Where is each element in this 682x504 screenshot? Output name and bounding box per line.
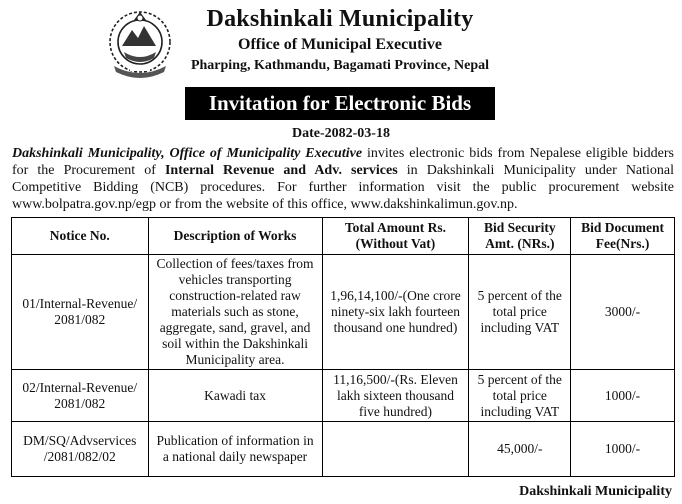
notice-title-banner: Invitation for Electronic Bids bbox=[185, 87, 495, 120]
col-total-amount: Total Amount Rs. (Without Vat) bbox=[322, 218, 469, 255]
col-bid-security: Bid Security Amt. (NRs.) bbox=[469, 218, 571, 255]
cell-amount bbox=[322, 422, 469, 477]
cell-notice: 02/Internal-Revenue/ 2081/082 bbox=[12, 370, 149, 422]
cell-amount: 1,96,14,100/-(One crore ninety-six lakh fourteen thousand one hundred) bbox=[322, 255, 469, 370]
cell-notice: 01/Internal-Revenue/ 2081/082 bbox=[12, 255, 149, 370]
organization-name: Dakshinkali Municipality bbox=[206, 6, 474, 32]
col-notice-no: Notice No. bbox=[12, 218, 149, 255]
cell-notice: DM/SQ/Advservices /2081/082/02 bbox=[12, 422, 149, 477]
nepal-emblem-icon bbox=[100, 6, 180, 84]
intro-text-2: in Dakshinkali Municipality under National Competitive Bidding (NCB) procedures. For further information visit the public procurement website www.bolpatra.gov.np/egp or from the website of this office, www.dakshinkalimun.gov.np. bbox=[12, 163, 675, 212]
cell-description: Kawadi tax bbox=[148, 370, 322, 422]
table-header-row bbox=[12, 218, 675, 255]
col-document-fee: Bid Document Fee(Nrs.) bbox=[571, 218, 675, 255]
cell-description: Collection of fees/taxes from vehicles transporting construction-related raw materials such as stone, aggregate, sand, gravel, and soil within the Dakshinkali Municipality area. bbox=[148, 255, 322, 370]
cell-security: 45,000/- bbox=[469, 422, 571, 477]
bids-table bbox=[11, 217, 675, 477]
cell-fee: 1000/- bbox=[571, 422, 675, 477]
cell-description: Publication of information in a national daily newspaper bbox=[148, 422, 322, 477]
table-row bbox=[12, 255, 675, 370]
table-row bbox=[12, 370, 675, 422]
notice-date: Date-2082-03-18 bbox=[292, 126, 390, 141]
cell-fee: 3000/- bbox=[571, 255, 675, 370]
cell-security: 5 percent of the total price including VAT bbox=[469, 255, 571, 370]
table-row bbox=[12, 422, 675, 477]
cell-fee: 1000/- bbox=[571, 370, 675, 422]
intro-text-1: invites electronic bids from Nepalese eligible bidders for the Procurement of bbox=[12, 146, 674, 178]
office-address: Pharping, Kathmandu, Bagamati Province, Nepal bbox=[190, 58, 490, 73]
intro-lead: Dakshinkali Municipality, Office of Municipality Executive bbox=[12, 146, 363, 161]
col-description: Description of Works bbox=[148, 218, 322, 255]
footer-signature: Dakshinkali Municipality bbox=[519, 484, 672, 499]
office-name: Office of Municipal Executive bbox=[238, 36, 442, 53]
cell-security: 5 percent of the total price including VAT bbox=[469, 370, 571, 422]
intro-service: Internal Revenue and Adv. services bbox=[164, 163, 398, 178]
intro-paragraph bbox=[12, 145, 674, 213]
cell-amount: 11,16,500/-(Rs. Eleven lakh sixteen thousand five hundred) bbox=[322, 370, 469, 422]
